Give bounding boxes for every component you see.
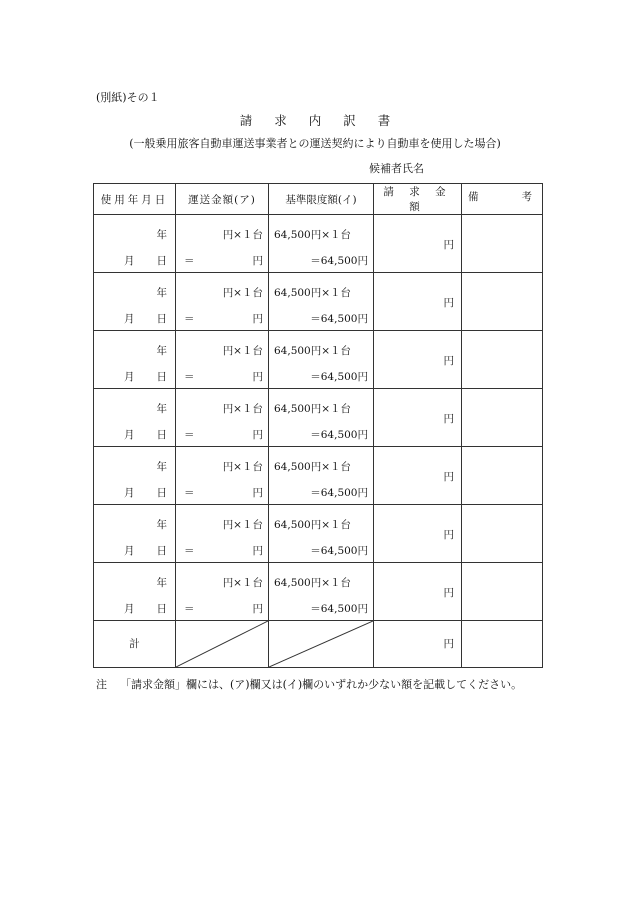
table-row — [94, 273, 543, 331]
header-remarks-right: 考 — [521, 191, 532, 203]
limit-result: ＝64,500円 — [310, 487, 368, 499]
limit-per-vehicle: 64,500円×１台 — [274, 287, 352, 299]
footnote — [96, 676, 522, 692]
transport-amount-cell[interactable] — [176, 389, 269, 447]
remarks-cell[interactable] — [462, 215, 543, 273]
claim-amount-cell[interactable] — [374, 215, 462, 273]
day-label: 日 — [156, 371, 167, 383]
header-remarks-left: 備 — [468, 191, 479, 203]
year-label: 年 — [156, 577, 167, 589]
limit-result: ＝64,500円 — [310, 545, 368, 557]
equals-sign: ＝ — [184, 487, 195, 499]
remarks-cell[interactable] — [462, 505, 543, 563]
standard-limit-cell — [269, 215, 374, 273]
standard-limit-cell — [269, 505, 374, 563]
day-label: 日 — [156, 545, 167, 557]
transport-amount-cell[interactable] — [176, 563, 269, 621]
total-claim-cell[interactable] — [374, 621, 462, 668]
equals-sign: ＝ — [184, 371, 195, 383]
transport-per-vehicle: 円×１台 — [222, 403, 263, 415]
footnote-text: 「請求金額」欄には、(ア)欄又は(イ)欄のいずれか少ない額を記載してください。 — [120, 678, 523, 691]
remarks-cell[interactable] — [462, 563, 543, 621]
document-title — [0, 111, 630, 129]
limit-result: ＝64,500円 — [310, 313, 368, 325]
total-transport-cell-crossed — [176, 621, 269, 668]
usage-date-cell[interactable] — [94, 563, 176, 621]
transport-yen: 円 — [252, 603, 263, 615]
equals-sign: ＝ — [184, 255, 195, 267]
day-label: 日 — [156, 603, 167, 615]
year-label: 年 — [156, 345, 167, 357]
day-label: 日 — [156, 255, 167, 267]
limit-per-vehicle: 64,500円×１台 — [274, 519, 352, 531]
table-row — [94, 389, 543, 447]
candidate-name-label: 候補者氏名 — [369, 162, 424, 175]
diagonal-slash — [269, 621, 373, 667]
claim-yen: 円 — [443, 413, 454, 425]
limit-result: ＝64,500円 — [310, 255, 368, 267]
claim-yen: 円 — [443, 239, 454, 251]
diagonal-slash — [176, 621, 268, 667]
document-subtitle: (一般乗用旅客自動車運送事業者との運送契約により自動車を使用した場合) — [129, 137, 501, 150]
claim-table — [93, 183, 543, 668]
usage-date-cell[interactable] — [94, 273, 176, 331]
remarks-cell[interactable] — [462, 273, 543, 331]
header-usage-date: 使用年月日 — [94, 184, 176, 215]
title-char: 書 — [377, 113, 391, 128]
year-label: 年 — [156, 519, 167, 531]
transport-amount-cell[interactable] — [176, 505, 269, 563]
title-char: 訳 — [343, 113, 356, 128]
standard-limit-cell — [269, 389, 374, 447]
table-row — [94, 215, 543, 273]
limit-per-vehicle: 64,500円×１台 — [274, 577, 352, 589]
standard-limit-cell — [269, 447, 374, 505]
total-row — [94, 621, 543, 668]
transport-amount-cell[interactable] — [176, 273, 269, 331]
transport-per-vehicle: 円×１台 — [222, 229, 263, 241]
remarks-cell[interactable] — [462, 389, 543, 447]
day-label: 日 — [156, 313, 167, 325]
day-label: 日 — [156, 429, 167, 441]
month-label: 月 — [124, 313, 135, 325]
claim-amount-cell[interactable] — [374, 331, 462, 389]
table-row — [94, 447, 543, 505]
usage-date-cell[interactable] — [94, 215, 176, 273]
equals-sign: ＝ — [184, 429, 195, 441]
month-label: 月 — [124, 371, 135, 383]
month-label: 月 — [124, 603, 135, 615]
transport-per-vehicle: 円×１台 — [222, 577, 263, 589]
standard-limit-cell — [269, 563, 374, 621]
claim-amount-cell[interactable] — [374, 505, 462, 563]
transport-per-vehicle: 円×１台 — [222, 345, 263, 357]
transport-yen: 円 — [252, 371, 263, 383]
limit-result: ＝64,500円 — [310, 603, 368, 615]
transport-per-vehicle: 円×１台 — [222, 461, 263, 473]
claim-yen: 円 — [443, 297, 454, 309]
transport-yen: 円 — [252, 487, 263, 499]
day-label: 日 — [156, 487, 167, 499]
claim-amount-cell[interactable] — [374, 563, 462, 621]
month-label: 月 — [124, 487, 135, 499]
attachment-reference: (別紙)その１ — [96, 91, 160, 104]
equals-sign: ＝ — [184, 545, 195, 557]
footnote-mark: 注 — [96, 678, 107, 691]
claim-amount-cell[interactable] — [374, 389, 462, 447]
claim-yen: 円 — [443, 587, 454, 599]
limit-result: ＝64,500円 — [310, 429, 368, 441]
month-label: 月 — [124, 255, 135, 267]
usage-date-cell[interactable] — [94, 505, 176, 563]
transport-per-vehicle: 円×１台 — [222, 519, 263, 531]
month-label: 月 — [124, 429, 135, 441]
year-label: 年 — [156, 229, 167, 241]
equals-sign: ＝ — [184, 313, 195, 325]
claim-amount-cell[interactable] — [374, 273, 462, 331]
table-row — [94, 331, 543, 389]
equals-sign: ＝ — [184, 603, 195, 615]
header-claim-amount: 請 求 金 額 — [374, 184, 462, 215]
claim-yen: 円 — [443, 471, 454, 483]
limit-result: ＝64,500円 — [310, 371, 368, 383]
header-transport-amount: 運送金額(ア) — [176, 184, 269, 215]
title-char: 請 — [239, 113, 253, 128]
claim-amount-cell[interactable] — [374, 447, 462, 505]
table-header-row — [94, 184, 543, 215]
transport-per-vehicle: 円×１台 — [222, 287, 263, 299]
transport-amount-cell[interactable] — [176, 331, 269, 389]
table-row — [94, 505, 543, 563]
transport-yen: 円 — [252, 429, 263, 441]
year-label: 年 — [156, 403, 167, 415]
total-label: 計 — [129, 638, 140, 650]
remarks-cell[interactable] — [462, 331, 543, 389]
title-char: 求 — [274, 113, 287, 128]
table-row — [94, 563, 543, 621]
standard-limit-cell — [269, 331, 374, 389]
transport-yen: 円 — [252, 255, 263, 267]
limit-per-vehicle: 64,500円×１台 — [274, 403, 352, 415]
transport-yen: 円 — [252, 313, 263, 325]
header-standard-limit: 基準限度額(イ) — [269, 184, 374, 215]
limit-per-vehicle: 64,500円×１台 — [274, 229, 352, 241]
standard-limit-cell — [269, 273, 374, 331]
transport-amount-cell[interactable] — [176, 447, 269, 505]
limit-per-vehicle: 64,500円×１台 — [274, 461, 352, 473]
total-remarks-cell[interactable] — [462, 621, 543, 668]
transport-amount-cell[interactable] — [176, 215, 269, 273]
usage-date-cell[interactable] — [94, 447, 176, 505]
total-limit-cell-crossed — [269, 621, 374, 668]
title-char: 内 — [308, 113, 322, 128]
total-label-cell — [94, 621, 176, 668]
month-label: 月 — [124, 545, 135, 557]
claim-yen: 円 — [443, 529, 454, 541]
claim-yen: 円 — [443, 355, 454, 367]
usage-date-cell[interactable] — [94, 389, 176, 447]
total-claim-yen: 円 — [443, 638, 454, 650]
year-label: 年 — [156, 287, 167, 299]
header-remarks — [462, 184, 543, 215]
usage-date-cell[interactable] — [94, 331, 176, 389]
remarks-cell[interactable] — [462, 447, 543, 505]
year-label: 年 — [156, 461, 167, 473]
limit-per-vehicle: 64,500円×１台 — [274, 345, 352, 357]
transport-yen: 円 — [252, 545, 263, 557]
